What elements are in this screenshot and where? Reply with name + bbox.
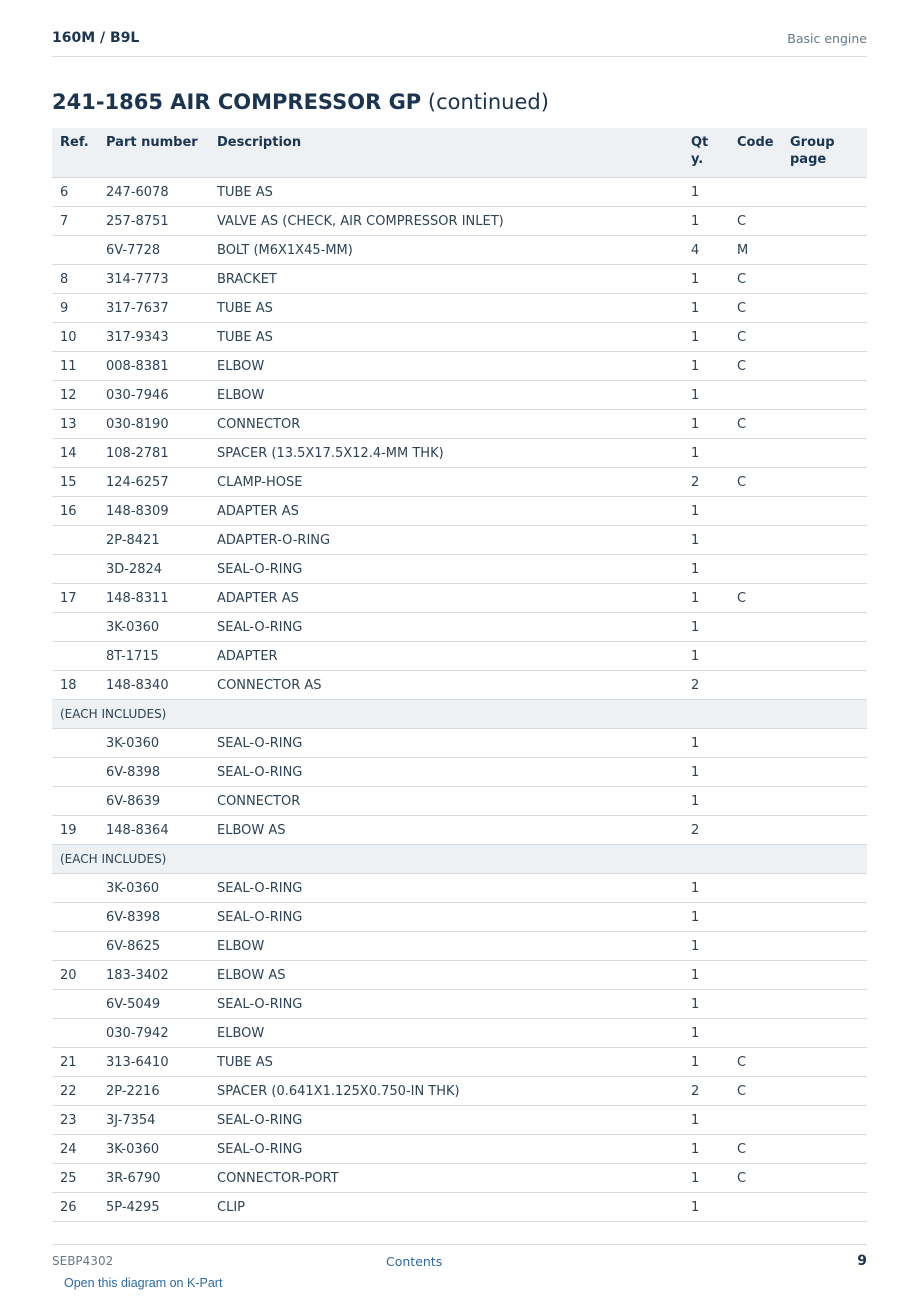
cell-code bbox=[737, 758, 790, 787]
cell-group-page bbox=[790, 1193, 867, 1222]
cell-qty: 1 bbox=[691, 787, 737, 816]
cell-ref: 20 bbox=[52, 961, 106, 990]
cell-code: C bbox=[737, 1077, 790, 1106]
cell-description: ADAPTER AS bbox=[217, 497, 691, 526]
cell-description: ELBOW bbox=[217, 352, 691, 381]
table-row bbox=[52, 439, 867, 468]
cell-group-page bbox=[790, 758, 867, 787]
cell-ref bbox=[52, 990, 106, 1019]
table-row bbox=[52, 265, 867, 294]
cell-ref: 24 bbox=[52, 1135, 106, 1164]
page-header bbox=[52, 28, 867, 57]
table-row bbox=[52, 178, 867, 207]
cell-code bbox=[737, 816, 790, 845]
cell-qty: 1 bbox=[691, 526, 737, 555]
cell-group-page bbox=[790, 729, 867, 758]
cell-code bbox=[737, 555, 790, 584]
cell-part-number: 313-6410 bbox=[106, 1048, 217, 1077]
cell-qty: 1 bbox=[691, 642, 737, 671]
cell-code bbox=[737, 497, 790, 526]
table-row bbox=[52, 1193, 867, 1222]
cell-group-page bbox=[790, 1019, 867, 1048]
cell-ref: 13 bbox=[52, 410, 106, 439]
parts-table-body bbox=[52, 178, 867, 1222]
cell-description: SPACER (13.5X17.5X12.4-MM THK) bbox=[217, 439, 691, 468]
cell-part-number: 030-8190 bbox=[106, 410, 217, 439]
cell-part-number: 3J-7354 bbox=[106, 1106, 217, 1135]
cell-part-number: 3K-0360 bbox=[106, 613, 217, 642]
cell-ref: 23 bbox=[52, 1106, 106, 1135]
cell-group-page bbox=[790, 613, 867, 642]
cell-group-page bbox=[790, 468, 867, 497]
cell-code: C bbox=[737, 468, 790, 497]
cell-qty: 1 bbox=[691, 352, 737, 381]
cell-qty: 1 bbox=[691, 729, 737, 758]
cell-group-page bbox=[790, 1106, 867, 1135]
table-row bbox=[52, 1135, 867, 1164]
cell-group-page bbox=[790, 903, 867, 932]
cell-group-page bbox=[790, 236, 867, 265]
cell-ref bbox=[52, 729, 106, 758]
cell-code: C bbox=[737, 584, 790, 613]
table-row bbox=[52, 207, 867, 236]
cell-part-number: 247-6078 bbox=[106, 178, 217, 207]
cell-part-number: 108-2781 bbox=[106, 439, 217, 468]
cell-ref: 19 bbox=[52, 816, 106, 845]
cell-ref: 15 bbox=[52, 468, 106, 497]
cell-ref bbox=[52, 874, 106, 903]
column-header-code: Code bbox=[737, 128, 790, 178]
parts-table bbox=[52, 128, 867, 1222]
table-row bbox=[52, 352, 867, 381]
cell-part-number: 6V-8398 bbox=[106, 758, 217, 787]
cell-description: SEAL-O-RING bbox=[217, 1135, 691, 1164]
cell-description: CLAMP-HOSE bbox=[217, 468, 691, 497]
cell-ref: 10 bbox=[52, 323, 106, 352]
cell-code bbox=[737, 729, 790, 758]
cell-qty: 1 bbox=[691, 903, 737, 932]
cell-group-page bbox=[790, 1135, 867, 1164]
cell-part-number: 5P-4295 bbox=[106, 1193, 217, 1222]
cell-part-number: 030-7946 bbox=[106, 381, 217, 410]
cell-part-number: 6V-8625 bbox=[106, 932, 217, 961]
cell-qty: 1 bbox=[691, 410, 737, 439]
cell-code: C bbox=[737, 265, 790, 294]
cell-code: C bbox=[737, 323, 790, 352]
contents-link[interactable]: Contents bbox=[386, 1254, 443, 1269]
table-row bbox=[52, 1048, 867, 1077]
cell-code bbox=[737, 1106, 790, 1135]
cell-part-number: 148-8364 bbox=[106, 816, 217, 845]
table-row bbox=[52, 961, 867, 990]
cell-group-page bbox=[790, 816, 867, 845]
table-row bbox=[52, 555, 867, 584]
qty-header-label: Qty. bbox=[691, 135, 709, 167]
includes-note: (EACH INCLUDES) bbox=[52, 845, 867, 874]
table-row bbox=[52, 816, 867, 845]
column-header-ref: Ref. bbox=[52, 128, 106, 178]
cell-code bbox=[737, 642, 790, 671]
cell-description: TUBE AS bbox=[217, 178, 691, 207]
cell-description: ADAPTER-O-RING bbox=[217, 526, 691, 555]
table-row bbox=[52, 236, 867, 265]
open-diagram-kpart-link[interactable]: Open this diagram on K-Part bbox=[64, 1276, 223, 1290]
cell-qty: 1 bbox=[691, 758, 737, 787]
cell-qty: 1 bbox=[691, 874, 737, 903]
cell-description: SEAL-O-RING bbox=[217, 555, 691, 584]
cell-code bbox=[737, 671, 790, 700]
cell-group-page bbox=[790, 178, 867, 207]
cell-part-number: 317-9343 bbox=[106, 323, 217, 352]
cell-ref: 7 bbox=[52, 207, 106, 236]
cell-part-number: 6V-8398 bbox=[106, 903, 217, 932]
cell-part-number: 148-8309 bbox=[106, 497, 217, 526]
table-row bbox=[52, 468, 867, 497]
table-row bbox=[52, 903, 867, 932]
cell-group-page bbox=[790, 526, 867, 555]
table-row bbox=[52, 526, 867, 555]
cell-code: C bbox=[737, 1048, 790, 1077]
cell-qty: 1 bbox=[691, 497, 737, 526]
cell-group-page bbox=[790, 352, 867, 381]
cell-description: TUBE AS bbox=[217, 323, 691, 352]
cell-part-number: 030-7942 bbox=[106, 1019, 217, 1048]
cell-code: C bbox=[737, 1164, 790, 1193]
cell-description: SEAL-O-RING bbox=[217, 613, 691, 642]
cell-code: M bbox=[737, 236, 790, 265]
cell-qty: 1 bbox=[691, 932, 737, 961]
cell-description: CONNECTOR-PORT bbox=[217, 1164, 691, 1193]
includes-row bbox=[52, 700, 867, 729]
cell-group-page bbox=[790, 410, 867, 439]
cell-group-page bbox=[790, 671, 867, 700]
cell-part-number: 6V-5049 bbox=[106, 990, 217, 1019]
cell-code bbox=[737, 990, 790, 1019]
cell-code bbox=[737, 381, 790, 410]
cell-qty: 1 bbox=[691, 265, 737, 294]
cell-qty: 1 bbox=[691, 1048, 737, 1077]
cell-part-number: 124-6257 bbox=[106, 468, 217, 497]
cell-description: ELBOW bbox=[217, 932, 691, 961]
cell-description: ELBOW bbox=[217, 1019, 691, 1048]
cell-ref bbox=[52, 526, 106, 555]
cell-code bbox=[737, 1193, 790, 1222]
cell-code bbox=[737, 1019, 790, 1048]
table-row bbox=[52, 642, 867, 671]
cell-ref: 8 bbox=[52, 265, 106, 294]
cell-group-page bbox=[790, 381, 867, 410]
cell-group-page bbox=[790, 874, 867, 903]
column-header-part-number: Part number bbox=[106, 128, 217, 178]
cell-group-page bbox=[790, 1164, 867, 1193]
table-row bbox=[52, 1164, 867, 1193]
cell-description: VALVE AS (CHECK, AIR COMPRESSOR INLET) bbox=[217, 207, 691, 236]
cell-description: SEAL-O-RING bbox=[217, 874, 691, 903]
cell-code bbox=[737, 961, 790, 990]
table-row bbox=[52, 990, 867, 1019]
cell-description: SEAL-O-RING bbox=[217, 729, 691, 758]
table-row bbox=[52, 584, 867, 613]
cell-part-number: 314-7773 bbox=[106, 265, 217, 294]
cell-description: ELBOW bbox=[217, 381, 691, 410]
cell-group-page bbox=[790, 1048, 867, 1077]
cell-description: TUBE AS bbox=[217, 1048, 691, 1077]
page-footer bbox=[52, 1244, 867, 1275]
title-main: 241-1865 AIR COMPRESSOR GP bbox=[52, 90, 422, 114]
table-row bbox=[52, 1106, 867, 1135]
cell-part-number: 148-8311 bbox=[106, 584, 217, 613]
cell-ref bbox=[52, 758, 106, 787]
cell-ref: 25 bbox=[52, 1164, 106, 1193]
cell-description: ELBOW AS bbox=[217, 816, 691, 845]
cell-description: CLIP bbox=[217, 1193, 691, 1222]
cell-description: SEAL-O-RING bbox=[217, 903, 691, 932]
cell-qty: 1 bbox=[691, 439, 737, 468]
cell-ref bbox=[52, 932, 106, 961]
cell-code bbox=[737, 903, 790, 932]
cell-code bbox=[737, 613, 790, 642]
table-row bbox=[52, 497, 867, 526]
cell-ref bbox=[52, 787, 106, 816]
page-number: 9 bbox=[857, 1253, 867, 1269]
cell-group-page bbox=[790, 265, 867, 294]
cell-group-page bbox=[790, 207, 867, 236]
cell-part-number: 148-8340 bbox=[106, 671, 217, 700]
table-row bbox=[52, 381, 867, 410]
table-row bbox=[52, 671, 867, 700]
title-suffix: (continued) bbox=[421, 90, 549, 114]
cell-description: BRACKET bbox=[217, 265, 691, 294]
cell-qty: 1 bbox=[691, 1019, 737, 1048]
cell-group-page bbox=[790, 584, 867, 613]
cell-code bbox=[737, 526, 790, 555]
cell-qty: 1 bbox=[691, 1135, 737, 1164]
table-row bbox=[52, 1019, 867, 1048]
cell-ref: 12 bbox=[52, 381, 106, 410]
cell-qty: 1 bbox=[691, 990, 737, 1019]
table-header-row bbox=[52, 128, 867, 178]
column-header-group-page: Group page bbox=[790, 128, 867, 178]
cell-ref: 11 bbox=[52, 352, 106, 381]
cell-group-page bbox=[790, 642, 867, 671]
table-row bbox=[52, 613, 867, 642]
cell-part-number: 317-7637 bbox=[106, 294, 217, 323]
cell-group-page bbox=[790, 932, 867, 961]
document-code: SEBP4302 bbox=[52, 1254, 114, 1268]
cell-ref: 17 bbox=[52, 584, 106, 613]
cell-description: ELBOW AS bbox=[217, 961, 691, 990]
cell-group-page bbox=[790, 1077, 867, 1106]
cell-qty: 2 bbox=[691, 1077, 737, 1106]
table-row bbox=[52, 323, 867, 352]
cell-group-page bbox=[790, 555, 867, 584]
cell-part-number: 008-8381 bbox=[106, 352, 217, 381]
table-row bbox=[52, 294, 867, 323]
cell-part-number: 3R-6790 bbox=[106, 1164, 217, 1193]
cell-qty: 2 bbox=[691, 468, 737, 497]
cell-code bbox=[737, 439, 790, 468]
cell-code bbox=[737, 874, 790, 903]
column-header-qty bbox=[691, 128, 737, 178]
page-title bbox=[52, 90, 549, 114]
table-row bbox=[52, 729, 867, 758]
cell-qty: 1 bbox=[691, 584, 737, 613]
table-row bbox=[52, 758, 867, 787]
cell-qty: 1 bbox=[691, 613, 737, 642]
cell-group-page bbox=[790, 961, 867, 990]
cell-ref bbox=[52, 555, 106, 584]
table-row bbox=[52, 787, 867, 816]
cell-qty: 1 bbox=[691, 323, 737, 352]
cell-description: SEAL-O-RING bbox=[217, 1106, 691, 1135]
cell-qty: 1 bbox=[691, 1193, 737, 1222]
cell-qty: 1 bbox=[691, 207, 737, 236]
cell-part-number: 2P-8421 bbox=[106, 526, 217, 555]
cell-part-number: 257-8751 bbox=[106, 207, 217, 236]
cell-code bbox=[737, 178, 790, 207]
cell-code: C bbox=[737, 1135, 790, 1164]
cell-code: C bbox=[737, 207, 790, 236]
cell-ref: 14 bbox=[52, 439, 106, 468]
table-row bbox=[52, 1077, 867, 1106]
cell-ref: 9 bbox=[52, 294, 106, 323]
cell-qty: 1 bbox=[691, 381, 737, 410]
cell-code: C bbox=[737, 410, 790, 439]
cell-ref bbox=[52, 903, 106, 932]
cell-ref: 18 bbox=[52, 671, 106, 700]
cell-description: CONNECTOR AS bbox=[217, 671, 691, 700]
cell-qty: 1 bbox=[691, 1164, 737, 1193]
cell-ref: 16 bbox=[52, 497, 106, 526]
cell-code: C bbox=[737, 294, 790, 323]
cell-ref bbox=[52, 642, 106, 671]
cell-group-page bbox=[790, 323, 867, 352]
cell-description: SEAL-O-RING bbox=[217, 990, 691, 1019]
cell-ref: 26 bbox=[52, 1193, 106, 1222]
cell-part-number: 3D-2824 bbox=[106, 555, 217, 584]
cell-part-number: 3K-0360 bbox=[106, 874, 217, 903]
cell-qty: 1 bbox=[691, 178, 737, 207]
cell-description: SEAL-O-RING bbox=[217, 758, 691, 787]
table-row bbox=[52, 410, 867, 439]
cell-qty: 1 bbox=[691, 1106, 737, 1135]
cell-ref bbox=[52, 1019, 106, 1048]
cell-group-page bbox=[790, 787, 867, 816]
cell-group-page bbox=[790, 990, 867, 1019]
cell-part-number: 3K-0360 bbox=[106, 1135, 217, 1164]
cell-part-number: 3K-0360 bbox=[106, 729, 217, 758]
table-row bbox=[52, 874, 867, 903]
cell-ref bbox=[52, 236, 106, 265]
cell-code bbox=[737, 932, 790, 961]
cell-part-number: 183-3402 bbox=[106, 961, 217, 990]
cell-description: CONNECTOR bbox=[217, 787, 691, 816]
cell-qty: 2 bbox=[691, 671, 737, 700]
cell-ref: 6 bbox=[52, 178, 106, 207]
cell-part-number: 8T-1715 bbox=[106, 642, 217, 671]
cell-part-number: 2P-2216 bbox=[106, 1077, 217, 1106]
cell-qty: 1 bbox=[691, 555, 737, 584]
model-label: 160M / B9L bbox=[52, 30, 140, 46]
cell-code: C bbox=[737, 352, 790, 381]
cell-description: ADAPTER AS bbox=[217, 584, 691, 613]
cell-description: ADAPTER bbox=[217, 642, 691, 671]
cell-ref: 22 bbox=[52, 1077, 106, 1106]
cell-part-number: 6V-8639 bbox=[106, 787, 217, 816]
cell-ref bbox=[52, 613, 106, 642]
cell-qty: 4 bbox=[691, 236, 737, 265]
cell-description: SPACER (0.641X1.125X0.750-IN THK) bbox=[217, 1077, 691, 1106]
cell-code bbox=[737, 787, 790, 816]
includes-row bbox=[52, 845, 867, 874]
cell-group-page bbox=[790, 439, 867, 468]
column-header-description: Description bbox=[217, 128, 691, 178]
cell-group-page bbox=[790, 294, 867, 323]
cell-part-number: 6V-7728 bbox=[106, 236, 217, 265]
section-name: Basic engine bbox=[787, 31, 867, 46]
cell-qty: 2 bbox=[691, 816, 737, 845]
cell-ref: 21 bbox=[52, 1048, 106, 1077]
cell-description: TUBE AS bbox=[217, 294, 691, 323]
cell-qty: 1 bbox=[691, 961, 737, 990]
cell-description: BOLT (M6X1X45-MM) bbox=[217, 236, 691, 265]
table-row bbox=[52, 932, 867, 961]
includes-note: (EACH INCLUDES) bbox=[52, 700, 867, 729]
cell-description: CONNECTOR bbox=[217, 410, 691, 439]
cell-qty: 1 bbox=[691, 294, 737, 323]
cell-group-page bbox=[790, 497, 867, 526]
